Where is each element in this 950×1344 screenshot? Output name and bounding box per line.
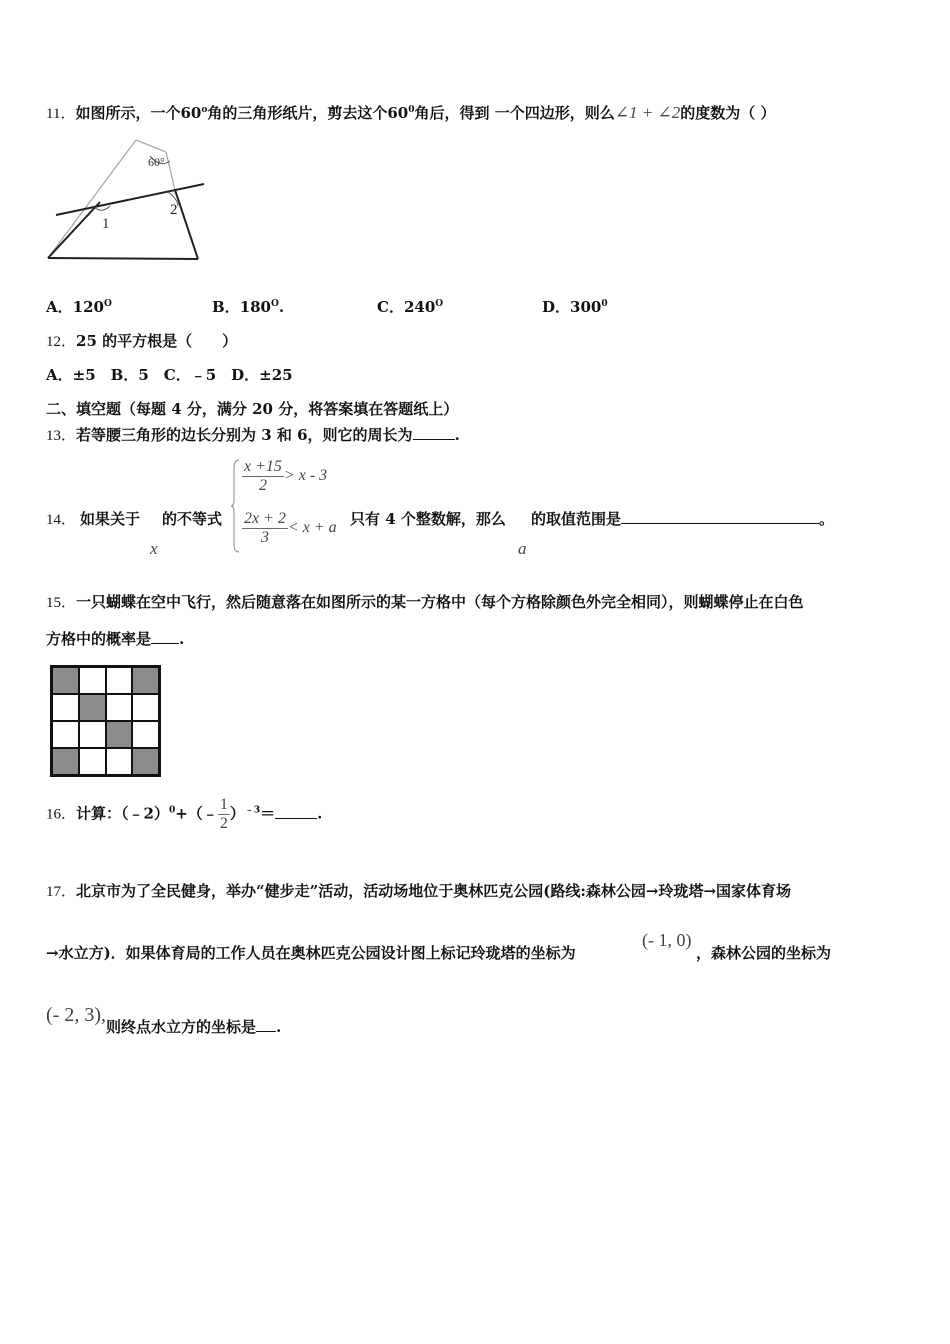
choice-value: 180 <box>239 298 271 316</box>
q14-inequality-1 <box>242 458 327 495</box>
choice-value: 120 <box>72 298 104 316</box>
grid-cell-shaded <box>79 694 106 721</box>
question-number: 11． <box>46 106 76 122</box>
q14-tail: 。 <box>819 510 835 528</box>
q14-text-b: 的不等式 <box>162 510 223 528</box>
q16-text-d: ＝ <box>260 804 276 823</box>
q13-text: 若等腰三角形的边长分别为 3 和 6，则它的周长为 <box>76 426 413 444</box>
q15-text-line1: 一只蝴蝶在空中飞行，然后随意落在如图所示的某一方格中（每个方格除颜色外完全相同），则蝴蝶停止在白色 <box>76 593 804 611</box>
question-number: 16． <box>46 806 77 823</box>
grid-cell-white <box>79 667 106 694</box>
q11-choice-a <box>46 296 112 317</box>
q14-inequality-2 <box>242 510 337 547</box>
fraction-numerator: x +15 <box>244 458 282 475</box>
q16-exponent-neg3: ﹣3 <box>244 805 261 816</box>
angle-label-60: 60° <box>148 155 165 169</box>
answer-blank[interactable] <box>151 629 179 644</box>
q14-var-a: a <box>518 539 527 558</box>
q17-line2-tail: ，森林公园的坐标为 <box>696 944 832 962</box>
q16-tail: . <box>317 804 323 823</box>
triangle-left-side <box>48 140 136 258</box>
q12-stem <box>46 330 237 351</box>
q17-line2 <box>46 942 576 963</box>
q11-choice-c <box>377 296 443 317</box>
q16-fraction <box>218 796 230 833</box>
fraction-denominator: 2 <box>258 477 267 494</box>
q15-text-line2: 方格中的概率是 <box>46 630 152 648</box>
answer-blank[interactable] <box>256 1017 276 1032</box>
q14-system-brace <box>230 458 240 554</box>
q14-number: 14． <box>46 512 77 528</box>
choice-letter: D． <box>542 298 571 316</box>
choice-sup: O <box>271 299 279 309</box>
grid-cell-white <box>52 694 79 721</box>
q16-exponent-0: 0 <box>168 805 176 816</box>
question-number: 12． <box>46 334 77 350</box>
choice-sup: O <box>103 299 112 309</box>
fraction-numerator: 2x + 2 <box>244 510 286 527</box>
triangle-top-edge <box>136 140 166 152</box>
q11-text-a: 如图所示，一个 <box>75 104 181 122</box>
triangle-right-side <box>175 190 198 259</box>
q12-choices: A．±5 B．5 C．﹣5 D．±25 <box>46 366 293 384</box>
q11-text-b: 角的三角形纸片，剪去这个 <box>207 104 388 122</box>
q11-triangle-figure <box>40 132 215 267</box>
grid-cell-shaded <box>106 721 133 748</box>
angle-label-1: 1 <box>102 216 110 232</box>
choice-value: 240 <box>403 298 436 316</box>
choice-sup: 0 <box>601 299 608 309</box>
q14-text-d: 的取值范围是 <box>531 510 622 528</box>
triangle-right-side-top <box>166 152 175 190</box>
grid-cell-white <box>79 748 106 775</box>
question-number: 15． <box>46 595 77 611</box>
q11-degree-1-sup: o <box>201 105 208 115</box>
choice-suffix: . <box>278 298 285 316</box>
q17-tail: . <box>276 1018 282 1036</box>
choice-value: 300 <box>570 298 602 316</box>
grid-cell-white <box>106 694 133 721</box>
grid-cell-white <box>106 748 133 775</box>
q17-line1 <box>46 880 791 901</box>
choice-letter: B． <box>212 298 240 316</box>
q11-choice-b <box>212 296 284 317</box>
q17-coordinate-1: (- 1, 0) <box>642 930 692 950</box>
q11-text-c: 角后，得到 一个四边形，则么 <box>414 104 615 122</box>
q14-ineq2-rhs: < x + a <box>287 519 337 537</box>
q16-text-a: 计算：（﹣2） <box>76 804 169 823</box>
q17-text-line1: 北京市为了全民健身，举办“健步走”活动，活动场地位于奥林匹克公园(路线:森林公园→玲珑塔→国家体育场 <box>76 882 792 900</box>
grid-cell-white <box>106 667 133 694</box>
q16-text-b: +（﹣ <box>175 804 218 823</box>
answer-blank[interactable] <box>275 804 317 819</box>
q11-text-d: 的度数为（ ） <box>680 104 776 122</box>
q13-tail: . <box>454 426 460 444</box>
q11-degree-2: 60 <box>387 104 409 122</box>
q11-degree-2-sup: 0 <box>408 105 415 115</box>
answer-blank[interactable] <box>621 509 819 524</box>
question-number: 13． <box>46 428 77 444</box>
grid-cell-shaded <box>52 667 79 694</box>
q14-ineq2-fraction <box>242 510 288 547</box>
q15-tail: . <box>179 630 185 648</box>
q17-line3 <box>106 1016 281 1037</box>
q15-checker-grid <box>50 665 161 777</box>
q14-ineq1-fraction <box>242 458 284 495</box>
q12-text: 25 的平方根是（ ） <box>76 332 238 350</box>
q14-text-c: 只有 4 个整数解，那么 <box>350 510 506 528</box>
q17-text-line2a: →水立方)．如果体育局的工作人员在奥林匹克公园设计图上标记玲珑塔的坐标为 <box>46 944 576 962</box>
q11-angle-expression: ∠1 + ∠2 <box>614 103 681 122</box>
q14-text-a: 如果关于 <box>80 510 141 528</box>
q15-line2 <box>46 628 184 649</box>
answer-blank[interactable] <box>413 425 455 440</box>
fraction-numerator: 1 <box>219 796 228 813</box>
q11-degree-1: 60 <box>180 104 202 122</box>
q11-choice-d <box>542 296 608 317</box>
q14-tail-group <box>531 508 834 529</box>
q11-stem <box>46 102 775 123</box>
grid-cell-shaded <box>132 667 159 694</box>
choice-sup: O <box>435 299 444 309</box>
choice-letter: A． <box>46 298 73 316</box>
grid-cell-white <box>52 721 79 748</box>
q13-stem <box>46 424 460 445</box>
grid-cell-white <box>132 694 159 721</box>
q17-text-line3: 则终点水立方的坐标是 <box>106 1018 257 1036</box>
choice-letter: C． <box>377 298 404 316</box>
angle-label-2: 2 <box>170 202 178 218</box>
question-number: 17． <box>46 884 77 900</box>
q17-coordinate-2: (- 2, 3), <box>46 1004 106 1026</box>
q16-text-c: ） <box>229 804 245 823</box>
grid-cell-shaded <box>52 748 79 775</box>
grid-cell-shaded <box>132 748 159 775</box>
grid-cell-white <box>79 721 106 748</box>
fraction-denominator: 3 <box>260 529 269 546</box>
fraction-denominator: 2 <box>219 815 228 832</box>
section-heading: 二、填空题（每题 4 分，满分 20 分，将答案填在答题纸上） <box>46 400 459 418</box>
q16-stem <box>46 796 322 833</box>
triangle-base <box>48 258 198 259</box>
q14-ineq1-rhs: > x - 3 <box>283 467 328 485</box>
q15-line1 <box>46 591 804 612</box>
grid-cell-white <box>132 721 159 748</box>
q14-var-x: x <box>150 539 158 558</box>
